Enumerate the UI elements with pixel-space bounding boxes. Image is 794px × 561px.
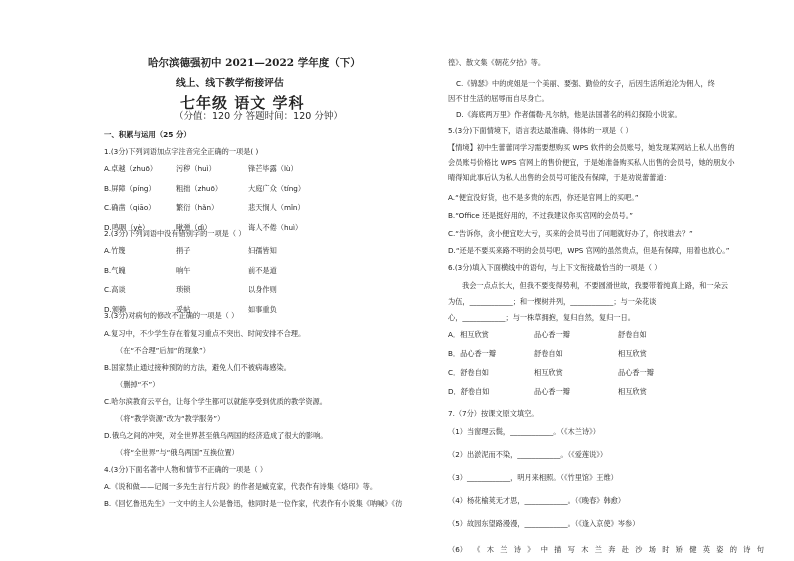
spread-char: 奔	[608, 545, 616, 554]
option-line: B.《回忆鲁迅先生》一文中的主人公是鲁迅，他同时是一位作家，代表作有小说集《呐喊》《彷	[104, 499, 403, 508]
option-text: 品心香一瓣	[618, 368, 654, 377]
option-text: 妥帖	[176, 304, 191, 314]
fill-item: （2）出淤泥而不染，____________。（《爱莲说》）	[448, 450, 608, 459]
correction-line: B.国家禁止通过接种预防的方法，避免人们不被病毒感染。	[104, 363, 291, 372]
fill-item: （1）当窗理云鬓，____________。（《木兰诗》）	[448, 427, 600, 436]
spread-char: 句	[756, 545, 764, 554]
context-line: A.“便宜没好货，也不是多贵的东西，你还是官网上的买吧。”	[448, 193, 639, 202]
correction-line: D.俄乌之间的冲突，对全世界甚至俄乌两国的经济造成了很大的影响。	[104, 431, 328, 440]
passage-line: 心，____________；与一株草拥抱，复归自然，复归一日。	[448, 313, 635, 322]
grade-subject: 七年级 语文 学科	[180, 94, 305, 112]
option-line: D.《海底两万里》作者儒勒·凡尔纳，他是法国著名的科幻探险小说家。	[456, 110, 682, 119]
correction-line: （将“教学资源”改为“教学服务”）	[116, 414, 225, 423]
option-text: 妇孺皆知	[248, 246, 277, 255]
option-text: 悲天悯人（mǐn）	[248, 203, 305, 212]
option-text: 相互欣赏	[534, 368, 563, 377]
spread-char: 兰	[594, 545, 602, 554]
option-text: A.卓越（zhuō）	[104, 164, 158, 173]
score-time: （分值：120 分 答题时间：120 分钟）	[174, 111, 343, 122]
option-text: D．舒卷自如	[448, 387, 490, 396]
option-text: B.气魄	[104, 265, 126, 275]
option-line: 徨》、散文集《朝花夕拾》等。	[448, 58, 546, 67]
spread-char: 木	[581, 545, 589, 554]
option-text: D.鸣咽（yè）	[104, 222, 150, 232]
spread-char: 》	[527, 545, 535, 554]
option-text: 相互欣赏	[618, 349, 647, 358]
option-text: B．品心香一瓣	[448, 349, 497, 358]
correction-line: C.哈尔滨教育云平台，让每个学生都可以就能享受到优质的教学资源。	[104, 397, 327, 406]
option-line: 因不甘生活的屈辱而自尽身亡。	[448, 94, 549, 103]
option-text: 污秽（huì）	[176, 164, 216, 173]
question-6-stem: 6.(3分)填入下面横线中的语句，与上下文衔接最恰当的一项是（ ）	[448, 263, 662, 272]
option-text: 相互欣赏	[618, 387, 647, 396]
question-3-stem: 3.(3分)对病句的修改不正确的一项是（ ）	[104, 311, 239, 320]
spread-char: 矫	[675, 545, 683, 554]
spread-char: 中	[540, 545, 548, 554]
school-title: 哈尔滨德强初中 2021—2022 学年度（下）	[148, 57, 361, 69]
spread-char: 场	[648, 545, 656, 554]
option-text: B.屏障（píng）	[104, 183, 156, 193]
spread-char: （6）	[448, 545, 467, 554]
spread-char: 《	[473, 545, 481, 554]
context-line: B.“Office 还是挺好用的，不过我建议你买官网的会员号。”	[448, 211, 634, 220]
option-text: 繁衍（hǎn）	[176, 203, 219, 212]
spread-char: 写	[567, 545, 575, 554]
option-text: 诲人不倦（huì）	[248, 222, 303, 232]
correction-line: （在“不合理”后加“的现象”）	[116, 346, 210, 355]
context-line: D.“还是不要买来路不明的会员号吧，WPS 官网的虽然贵点，但是有保障，用着也放心。”	[448, 246, 730, 255]
option-text: 舒卷自如	[618, 330, 647, 339]
option-text: A.竹篾	[104, 246, 126, 255]
correction-line: （将“全世界”与“俄乌两国”互换位置）	[116, 448, 239, 457]
passage-line: 为伍，____________；和一棵树并列，____________；与一朵花谈	[448, 297, 657, 306]
option-text: 啾弹（dì）	[176, 222, 212, 232]
section-heading: 一、积累与运用（25 分）	[104, 130, 191, 139]
context-line: 晴得知此事后认为私人出售的会员号可能没有保障，于是劝说蕾蕾道：	[448, 173, 671, 182]
option-text: C．舒卷自如	[448, 368, 489, 377]
fill-item: （3）____________，明月来相照。（《竹里馆》王维）	[448, 473, 618, 482]
correction-line: （删掉“不”）	[116, 380, 160, 389]
correction-line: A.复习中，不少学生存在着复习重点不突出、时间安排不合理。	[104, 329, 306, 338]
passage-line: 我会一点点长大，但我不要变得势利，不要圆滑世故，我要带着纯真上路，和一朵云	[462, 281, 728, 290]
spread-char: 兰	[500, 545, 508, 554]
spread-char: 诗	[513, 545, 521, 554]
question-5-stem: 5.(3分)下面情境下，语言表达最准确、得体的一项是（ ）	[448, 126, 633, 135]
spread-char: 时	[662, 545, 670, 554]
option-text: 大庭广众（tíng）	[248, 183, 306, 193]
spread-char: 诗	[743, 545, 751, 554]
option-text: 琐锁	[176, 285, 191, 294]
spread-char: 英	[702, 545, 710, 554]
option-text: 舒卷自如	[534, 349, 563, 358]
option-text: 品心香一瓣	[534, 330, 570, 339]
option-text: 粗拙（zhuō）	[176, 183, 223, 193]
option-text: C.高谈	[104, 285, 126, 294]
context-line: C.“告诉你，贪小便宜吃大亏，买来的会员号出了问题就好办了，你找谁去？”	[448, 229, 693, 238]
option-text: 如事重负	[248, 304, 277, 314]
fill-item: （5）故园东望路漫漫，____________。（《逢入京使》岑参）	[448, 519, 640, 528]
option-text: 锋芒毕露（lù）	[248, 164, 298, 173]
option-text: D.颁赖	[104, 304, 127, 314]
spread-char: 的	[729, 545, 737, 554]
question-2-stem: 2.(3分)下列词语中没有错别字的一项是（ ）	[104, 229, 246, 238]
question-7-stem: 7.（7分）按课文原文填空。	[448, 409, 539, 418]
option-line: C.《锦瑟》中的虎姐是一个美丽、要强、勤俭的女子，后因生活所迫沦为佣人，终	[456, 79, 715, 88]
option-text: 捐子	[176, 246, 191, 255]
option-text: 前不是道	[248, 265, 277, 275]
question-7-item-6	[448, 545, 764, 555]
option-text: 品心香一瓣	[534, 387, 570, 396]
spread-char: 沙	[635, 545, 643, 554]
option-text: 以身作则	[248, 285, 277, 294]
option-text: C.确凿（qiāo）	[104, 203, 156, 212]
spread-char: 赴	[621, 545, 629, 554]
option-text: A．相互欣赏	[448, 330, 489, 339]
spread-char: 健	[689, 545, 697, 554]
exam-subtitle: 线上、线下教学衔接评估	[176, 78, 284, 89]
spread-char: 姿	[716, 545, 724, 554]
context-line: 会员账号价格比 WPS 官网上的售价便宜，于是她准备购买私人出售的会员号，她的朋友小	[448, 158, 735, 167]
fill-item: （4）杨花榆荚无才思，____________。（《晚春》韩愈）	[448, 496, 626, 505]
spread-char: 描	[554, 545, 562, 554]
option-line: A.《说和做——记闻一多先生言行片段》的作者是臧克家，代表作有诗集《烙印》等。	[104, 482, 378, 491]
question-1-stem: 1.(3分)下列词语加点字注音完全正确的一项是( )	[104, 147, 259, 156]
question-4-stem: 4.(3分)下面名著中人物和情节不正确的一项是（ ）	[104, 465, 268, 474]
spread-char: 木	[486, 545, 494, 554]
option-text: 响午	[176, 265, 191, 275]
context-line: 【情境】初中生蕾蕾同学习需要想购买 WPS 软件的会员账号，她发现某网站上私人出售的	[448, 143, 735, 152]
